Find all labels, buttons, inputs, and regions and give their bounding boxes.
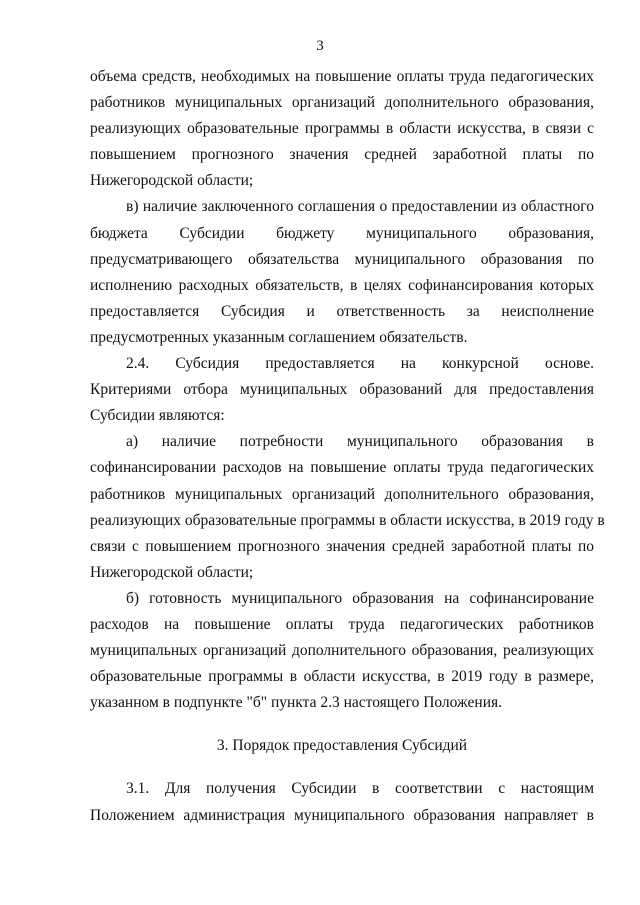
text-line: реализующих образовательные программы в области искусства, в связи с <box>90 120 594 138</box>
text-line: а) наличие потребности муниципального образования в <box>126 433 594 451</box>
text-line: исполнению расходных обязательств, в целях софинансирования которых <box>90 276 594 294</box>
text-line: муниципальных организаций дополнительного образования, реализующих <box>90 642 594 660</box>
spacer <box>90 759 594 776</box>
document-body <box>90 64 605 829</box>
text-line: работников муниципальных организаций дополнительного образования, <box>90 94 594 112</box>
text-line: предусмотренных указанным соглашением обязательств. <box>90 328 468 346</box>
text-line: работников муниципальных организаций дополнительного образования, <box>90 485 594 503</box>
text-line: б) готовность муниципального образования на софинансирование <box>126 589 594 607</box>
text-line: 2.4. Субсидия предоставляется на конкурсной основе. <box>126 355 594 373</box>
text-line: софинансировании расходов на повышение оплаты труда педагогических <box>90 459 594 477</box>
text-line: бюджета Субсидии бюджету муниципального образования, <box>90 224 594 242</box>
section-heading: 3. Порядок предоставления Субсидий <box>216 737 468 755</box>
text-line: объема средств, необходимых на повышение оплаты труда педагогических <box>90 68 594 85</box>
text-line: образовательные программы в области искусства, в 2019 году в размере, <box>90 668 594 686</box>
text-line: в) наличие заключенного соглашения о предоставлении из областного <box>126 198 594 216</box>
text-line: Нижегородской области; <box>90 172 254 190</box>
text-line: реализующих образовательные программы в области искусства, в 2019 году в <box>90 511 605 529</box>
text-line: повышением прогнозного значения средней заработной платы по <box>90 146 594 164</box>
paragraphs-section-2 <box>90 64 605 716</box>
text-line: расходов на повышение оплаты труда педагогических работников <box>90 615 594 633</box>
text-line: связи с повышением прогнозного значения средней заработной платы по <box>90 537 594 555</box>
text-line: Нижегородской области; <box>90 563 254 581</box>
text-line: Положением администрация муниципального образования направляет в <box>90 806 594 824</box>
page-number: 3 <box>316 38 324 54</box>
text-line: Критериями отбора муниципальных образований для предоставления <box>90 381 594 399</box>
spacer <box>90 716 594 733</box>
text-line: Субсидии являются: <box>90 407 225 425</box>
text-line: предоставляется Субсидия и ответственность за неисполнение <box>90 302 594 320</box>
text-line: 3.1. Для получения Субсидии в соответствии с настоящим <box>126 780 594 798</box>
text-line: указанном в подпункте "б" пункта 2.3 настоящего Положения. <box>90 694 503 712</box>
paragraphs-section-3 <box>90 776 594 828</box>
text-line: предусматривающего обязательства муниципального образования по <box>90 250 594 268</box>
